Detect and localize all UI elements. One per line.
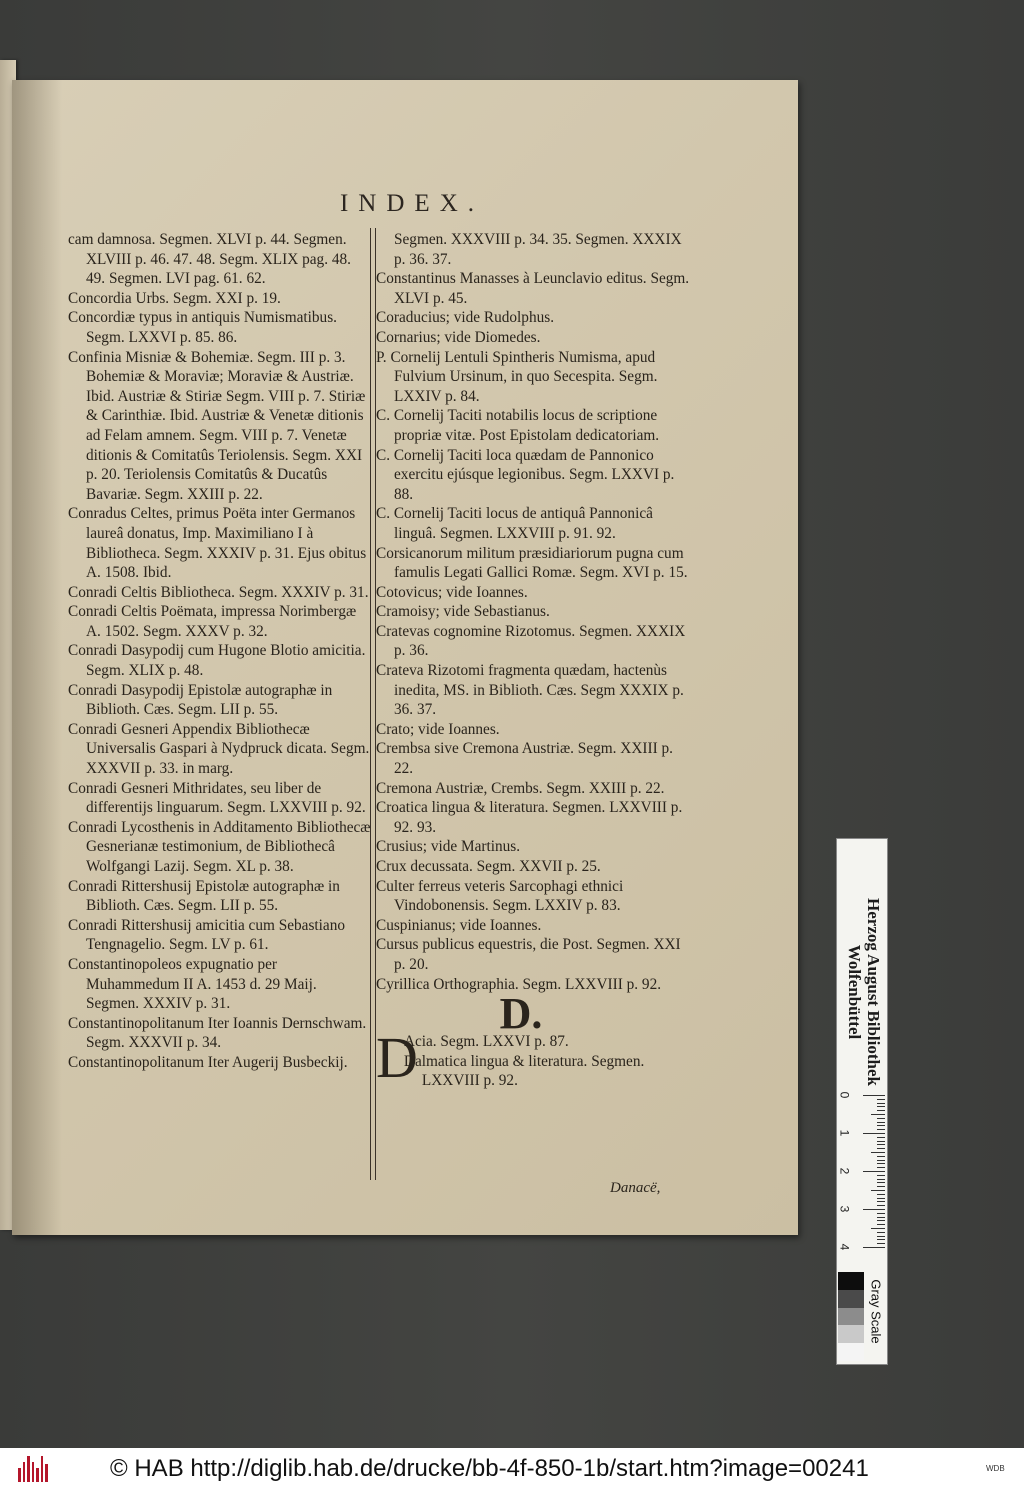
- index-entry: Constantinus Manasses à Leunclavio editus. Segm. XLVI p. 45.: [376, 270, 690, 307]
- index-entry: Conradi Gesneri Appendix Bibliothecæ Universalis Gaspari à Nydpruck dicata. Segm. XXXVII p. 33. in marg.: [68, 720, 370, 778]
- right-column: [376, 230, 690, 1091]
- index-entry: Conradi Dasypodij cum Hugone Blotio amicitia. Segm. XLIX p. 48.: [68, 642, 366, 680]
- ruler-tick: [877, 1156, 885, 1157]
- ruler-tick: [877, 1118, 885, 1119]
- ruler-title: [839, 845, 885, 1129]
- index-entry: C. Cornelij Taciti locus de antiquâ Pannonicâ linguâ. Segmen. LXXVIII p. 91. 92.: [376, 505, 653, 542]
- ruler-mark-label: 1: [837, 1129, 852, 1137]
- ruler-tick: [877, 1160, 885, 1161]
- index-entry: Crux decussata. Segm. XXVII p. 25.: [376, 858, 601, 875]
- left-column: [68, 230, 372, 1073]
- logo-bar: [41, 1456, 44, 1482]
- index-entry: Cramoisy; vide Sebastianus.: [376, 603, 550, 621]
- logo-bar: [36, 1468, 39, 1482]
- d-entries: [376, 1025, 690, 1091]
- logo-bar: [18, 1468, 21, 1482]
- index-entry: Cuspinianus; vide Ioannes.: [376, 916, 542, 934]
- logo-bar: [32, 1462, 35, 1482]
- ruler-tick: [877, 1201, 885, 1202]
- right-entries: [376, 230, 690, 994]
- index-entry: Conradi Celtis Poëmata, impressa Norimbergæ A. 1502. Segm. XXXV p. 32.: [68, 603, 357, 640]
- ruler-tick: [871, 1114, 885, 1115]
- index-entry: Cremona Austriæ, Crembs. Segm. XXIII p. 22.: [376, 779, 665, 797]
- ruler-tick: [877, 1103, 885, 1104]
- index-entry: Cratevas cognomine Rizotomus. Segmen. XXXIX p. 36.: [376, 622, 686, 660]
- index-entry: Conradi Lycosthenis in Additamento Bibliothecæ Gesnerianæ testimonium, de Bibliothecâ Wolfgangi Lazij. Segm. XL p. 38.: [68, 818, 371, 875]
- ruler-mark-label: 2: [837, 1167, 852, 1175]
- ruler-tick: [877, 1243, 885, 1244]
- hab-logo-icon: [18, 1454, 48, 1482]
- drop-cap: D: [376, 1025, 418, 1091]
- ruler-tick: [863, 1095, 885, 1096]
- ruler-title-text: Herzog August Bibliothek Wolfenbüttel: [845, 898, 883, 1086]
- ruler-tick: [871, 1190, 885, 1191]
- gray-patch: [838, 1308, 864, 1326]
- index-entry: Concordiæ typus in antiquis Numismatibus. Segm. LXXVI p. 85. 86.: [68, 309, 337, 346]
- section-letter: D.: [499, 989, 543, 1039]
- ruler-tick: [877, 1125, 885, 1126]
- ruler-tick: [877, 1137, 885, 1138]
- ruler-tick: [877, 1217, 885, 1218]
- footer-bar: [0, 1448, 1024, 1488]
- index-entry: P. Cornelij Lentuli Spintheris Numisma, apud Fulvium Ursinum, in quo Secespita. Segm. LXXIV p. 84.: [376, 348, 658, 405]
- ruler-mark-label: 4: [837, 1243, 852, 1251]
- index-entry: Conradi Celtis Bibliotheca. Segm. XXXIV p. 31.: [68, 583, 369, 601]
- index-entry: Culter ferreus veteris Sarcophagi ethnici Vindobonensis. Segm. LXXIV p. 83.: [376, 877, 624, 915]
- index-entry: Conradus Celtes, primus Poëta inter Germanos laureâ donatus, Imp. Maximiliano I à Bibliotheca. Segm. XXXIV p. 31. Ejus obitus A. 1508. Ibid.: [68, 505, 367, 582]
- index-entry: Constantinopoleos expugnatio per Muhammedum II A. 1453 d. 29 Maij. Segmen. XXXIV p. 31.: [68, 955, 317, 1013]
- ruler-tick: [877, 1167, 885, 1168]
- index-entry: Cursus publicus equestris, die Post. Segmen. XXI p. 20.: [376, 936, 681, 973]
- ruler-tick: [877, 1236, 885, 1237]
- index-entry: Coraducius; vide Rudolphus.: [376, 309, 555, 327]
- index-entry: C. Cornelij Taciti loca quædam de Pannonico exercitu ejúsque legionibus. Segm. LXXVI p. 88.: [376, 446, 675, 503]
- index-entry: Dalmatica lingua & literatura. Segmen. LXXVIII p. 92.: [403, 1052, 645, 1090]
- gray-patch: [838, 1290, 864, 1308]
- ruler-tick: [877, 1175, 885, 1176]
- footer-link[interactable]: © HAB http://diglib.hab.de/drucke/bb-4f-850-1b/start.htm?image=00241: [110, 1455, 869, 1482]
- ruler-tick: [863, 1171, 885, 1172]
- index-entry: Conradi Rittershusij Epistolæ autographæ in Biblioth. Cæs. Segm. LII p. 55.: [68, 877, 340, 915]
- catchword: Danacë,: [610, 1180, 661, 1196]
- ruler-tick: [877, 1194, 885, 1195]
- gray-scale-patches: [838, 1272, 864, 1361]
- index-entry: Crusius; vide Martinus.: [376, 838, 521, 856]
- ruler-tick: [877, 1220, 885, 1221]
- index-entry: Cotovicus; vide Ioannes.: [376, 583, 528, 601]
- ruler-tick: [877, 1122, 885, 1123]
- ruler-tick: [863, 1209, 885, 1210]
- gray-scale-text: Gray Scale: [868, 1279, 884, 1344]
- index-entry: Conradi Gesneri Mithridates, seu liber de differentijs linguarum. Segm. LXXVIII p. 92.: [68, 779, 366, 817]
- index-entry: Corsicanorum militum præsidiariorum pugna cum famulis Legati Gallici Romæ. Segm. XVI p. 15.: [376, 544, 688, 582]
- ruler-tick: [877, 1144, 885, 1145]
- page-heading: INDEX.: [339, 190, 484, 217]
- ruler-tick: [877, 1179, 885, 1180]
- ruler-tick: [877, 1163, 885, 1164]
- gray-scale-label: [866, 1270, 886, 1362]
- index-entry: Cyrillica Orthographia. Segm. LXXVIII p. 92.: [376, 975, 662, 993]
- page-gutter-shadow: [12, 80, 62, 1235]
- ruler-tick: [877, 1224, 885, 1225]
- index-entry: Constantinopolitanum Iter Augerij Busbeckij.: [68, 1053, 348, 1071]
- ruler-scale: [837, 1089, 887, 1411]
- index-entry: Acia. Segm. LXXVI p. 87.: [403, 1033, 569, 1051]
- ruler-tick: [877, 1141, 885, 1142]
- ruler-tick: [871, 1152, 885, 1153]
- logo-bar: [27, 1456, 30, 1482]
- gray-patch: [838, 1343, 864, 1361]
- footer-tag: WDB: [986, 1464, 1005, 1473]
- index-entry: Crateva Rizotomi fragmenta quædam, hactenùs inedita, MS. in Biblioth. Cæs. Segm XXXIX p. 36. 37.: [376, 662, 684, 719]
- ruler-tick: [877, 1213, 885, 1214]
- index-entry: Conradi Dasypodij Epistolæ autographæ in Biblioth. Cæs. Segm. LII p. 55.: [68, 681, 333, 719]
- ruler-tick: [863, 1133, 885, 1134]
- ruler-mark-label: 3: [837, 1205, 852, 1213]
- index-entry: Cornarius; vide Diomedes.: [376, 328, 541, 346]
- index-entry: Confinia Misniæ & Bohemiæ. Segm. III p. 3. Bohemiæ & Moraviæ; Moraviæ & Austriæ. Ibid. Austriæ & Stiriæ Segm. VIII p. 7. Stiriæ & Carinthiæ. Ibid. Austriæ & Venetæ ditionis ad Felam amnem. Segm. VIII p. 7. Venetæ ditionis & Comitatûs Teriolensis. Segm. XXI p. 20. Teriolensis Comitatûs & Ducatûs Bavariæ. Segm. XXIII p. 22.: [68, 348, 366, 503]
- logo-bar: [45, 1464, 48, 1482]
- ruler-tick: [877, 1239, 885, 1240]
- ruler-tick: [877, 1110, 885, 1111]
- logo-bar: [23, 1462, 26, 1482]
- index-entry: Concordia Urbs. Segm. XXI p. 19.: [68, 289, 281, 307]
- ruler-tick: [863, 1247, 885, 1248]
- index-entry: Segmen. XXXVIII p. 34. 35. Segmen. XXXIX p. 36. 37.: [394, 231, 682, 268]
- ruler-tick: [877, 1232, 885, 1233]
- gray-patch: [838, 1325, 864, 1343]
- index-entry: Croatica lingua & literatura. Segmen. LXXVIII p. 92. 93.: [376, 799, 683, 836]
- index-entry: Conradi Rittershusij amicitia cum Sebastiano Tengnagelio. Segm. LV p. 61.: [68, 916, 345, 954]
- gray-patch: [838, 1272, 864, 1290]
- ruler-tick: [877, 1129, 885, 1130]
- ruler-tick: [871, 1228, 885, 1229]
- index-entry: Crato; vide Ioannes.: [376, 720, 500, 738]
- index-entry: cam damnosa. Segmen. XLVI p. 44. Segmen. XLVIII p. 46. 47. 48. Segm. XLIX pag. 48. 49. Segmen. LVI pag. 61. 62.: [68, 231, 351, 288]
- d-section: [376, 1025, 690, 1091]
- ruler-tick: [877, 1099, 885, 1100]
- index-entry: Constantinopolitanum Iter Ioannis Dernschwam. Segm. XXXVII p. 34.: [68, 1014, 367, 1052]
- ruler-tick: [877, 1205, 885, 1206]
- ruler-tick: [877, 1186, 885, 1187]
- index-entry: Crembsa sive Cremona Austriæ. Segm. XXIII p. 22.: [376, 740, 673, 778]
- ruler-tick: [877, 1148, 885, 1149]
- ruler-tick: [877, 1106, 885, 1107]
- ruler-tick: [877, 1182, 885, 1183]
- ruler-mark-label: 0: [837, 1091, 852, 1099]
- index-entry: C. Cornelij Taciti notabilis locus de scriptione propriæ vitæ. Post Epistolam dedicatoriam.: [376, 407, 660, 444]
- ruler-tick: [877, 1198, 885, 1199]
